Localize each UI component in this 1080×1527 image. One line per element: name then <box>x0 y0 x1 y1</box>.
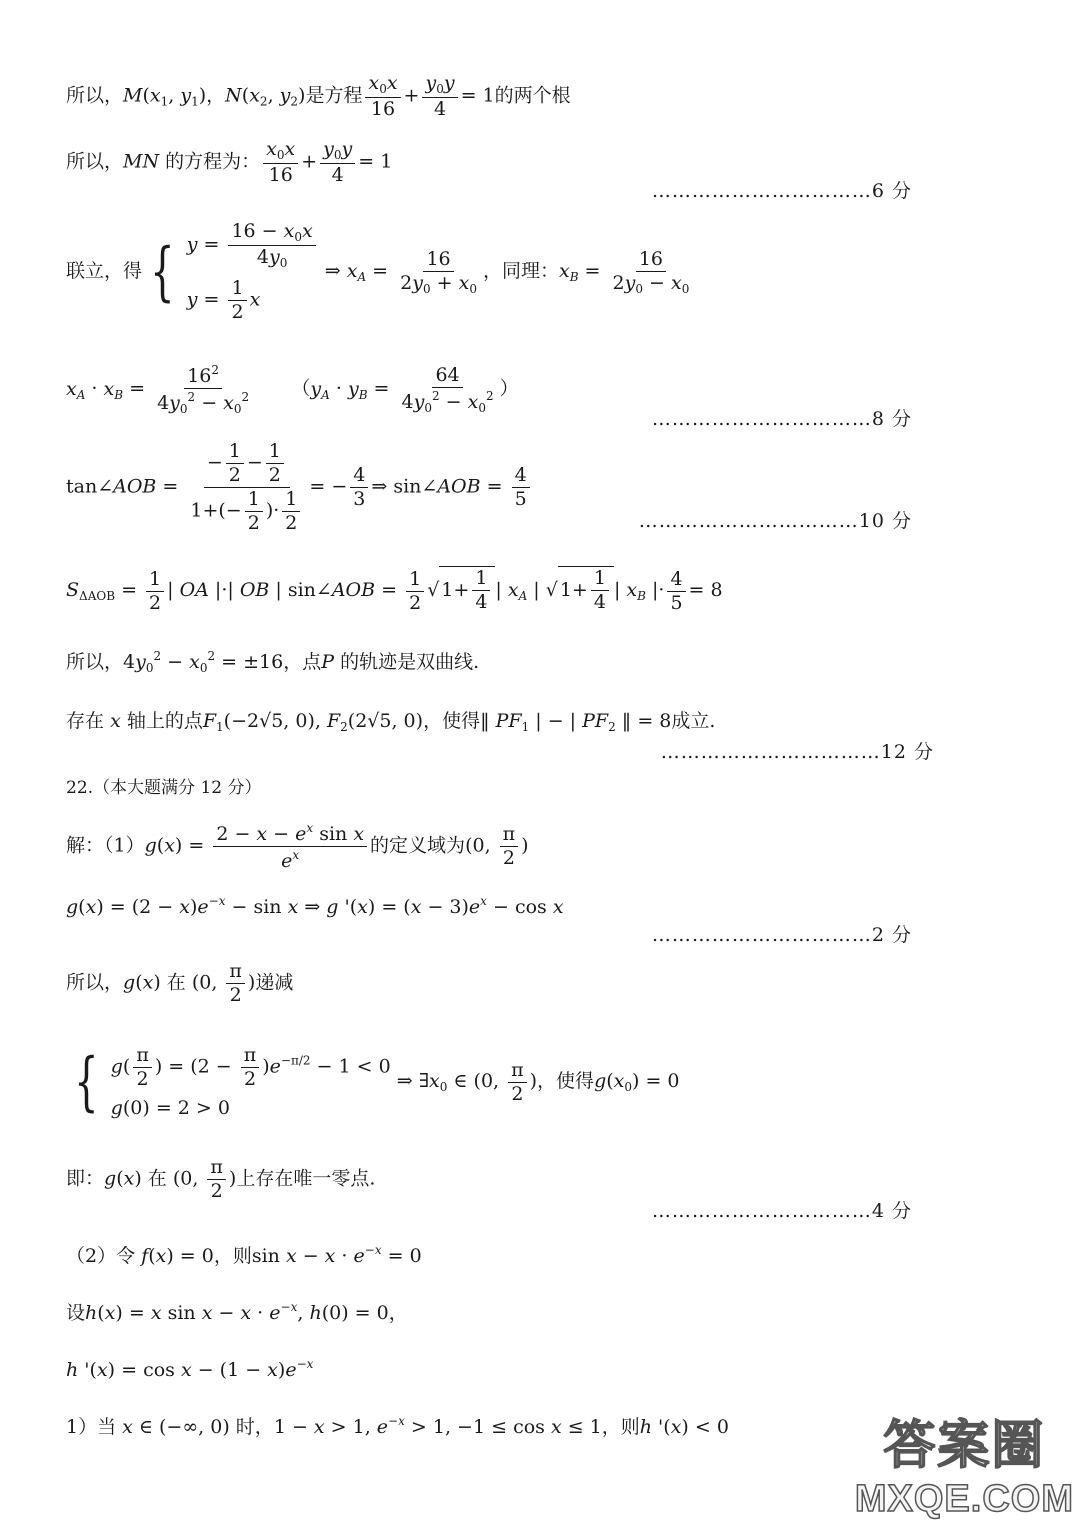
score-12: ……………………………12 分 <box>660 741 934 763</box>
line-foci: 存在 x 轴上的点$F_1(-2√5$, 0), $F_2(2√5$, 0)，使得‖ $PF_1$ | − | $PF_2$ ‖ = 8成立. <box>66 710 716 734</box>
score-6: ……………………………6 分 <box>651 180 912 202</box>
watermark-logo: 答案圈 MXQE.COM <box>854 1417 1074 1520</box>
line-tan: tan∠AOB = − $\frac{1}{2}$ − $\frac{1}{2}$ 1+(− $\frac{1}{2}$ )· $\frac{1}{2}$ = − $\frac{4}{3}$ ⇒ sin∠AOB = $\frac{4}{5}$ <box>66 442 533 533</box>
line-area: $S_{\Delta AOB}$ = $\frac{1}{2}$ | OA |·| OB | sin∠AOB = $\frac{1}{2}$ √ 1+ 1 4 | $x_A$ | √ 1+ 1 4 | $x_B$ |· $\frac{4}{5}$ = 8 <box>66 567 723 614</box>
score-4: ……………………………4 分 <box>651 1200 912 1222</box>
line-h-derivative: h '$(x) = \cos x - (1 - x)e^{-x}$ <box>66 1357 314 1381</box>
score-8: ……………………………8 分 <box>651 408 912 430</box>
line-decreasing: 所以，g(x) 在 (0, $\frac{\pi}{2}$ )递减 <box>66 960 294 1006</box>
score-2: ……………………………2 分 <box>651 924 912 946</box>
line-unique-zero: 即：g(x) 在 (0, $\frac{\pi}{2}$ )上存在唯一零点. <box>66 1156 376 1202</box>
line-product: $x_A \cdot x_B$ = $\frac{16^2}{4y_0^2 - x_0^2}$ （$y_A \cdot y_B$ = $\frac{64}{4y_0^2 - x_0^2}$ ） <box>66 363 519 416</box>
question-22-header: 22.（本大题满分 12 分） <box>66 778 262 798</box>
line-roots: 所以，$M(x_1$, $y_1$)，$N(x_2$, $y_2$)是方程 $\frac{x_0x}{16}$ + $\frac{y_0y}{4}$ = 1的两个根 <box>66 72 571 120</box>
line-domain: 解：（1）g(x) = $\frac{2 - x - e^x \sin x}{e^x}$ 的定义域为(0, $\frac{\pi}{2}$ ) <box>66 821 529 872</box>
line-case1: 1）当 x ∈ (−∞, 0) 时，1 − x > 1, $e^{-x} > 1$, −1 ≤ cos x ≤ 1，则h '(x) < 0 <box>66 1414 729 1438</box>
line-derivative: $g(x) = (2 - x)e^{-x} - \sin x$ ⇒ g '$(x) = (x - 3)e^x - \cos x$ <box>66 894 564 918</box>
line-define-h: 设h(x) = x $\sin x - x \cdot e^{-x}$, h(0) = 0， <box>66 1300 408 1324</box>
line-hyperbola: 所以，$4y_0^2 - x_0^2 = \pm 16$，点P 的轨迹是双曲线. <box>66 649 480 675</box>
line-mn-equation: 所以，MN 的方程为： $\frac{x_0x}{16}$ + $\frac{y_0y}{4}$ = 1 <box>66 138 393 186</box>
line-existence: { g( $\frac{\pi}{2}$ ) = (2 − $\frac{\pi}{2}$ )$e^{-\pi/2} - 1 < 0$ g(0) = 2 > 0 ⇒ $\exists x_0$ ∈ (0, $\frac{\pi}{2}$ )，使得$g(x_0) = 0$ <box>74 1044 680 1119</box>
score-10: ……………………………10 分 <box>638 510 912 532</box>
line-system: 联立，得 { y = $\frac{16 - x_0x}{4y_0}$ y = $\frac{1}{2}$ x ⇒ $x_A$ = $\frac{16}{2y_0 + x_0}$ ，同理：$x_B$ = $\frac{16}{2y_0 - x_0}$ <box>66 220 690 323</box>
line-part2: （2）令 f(x) = 0，则$\sin x - x \cdot e^{-x} = 0$ <box>66 1243 422 1267</box>
